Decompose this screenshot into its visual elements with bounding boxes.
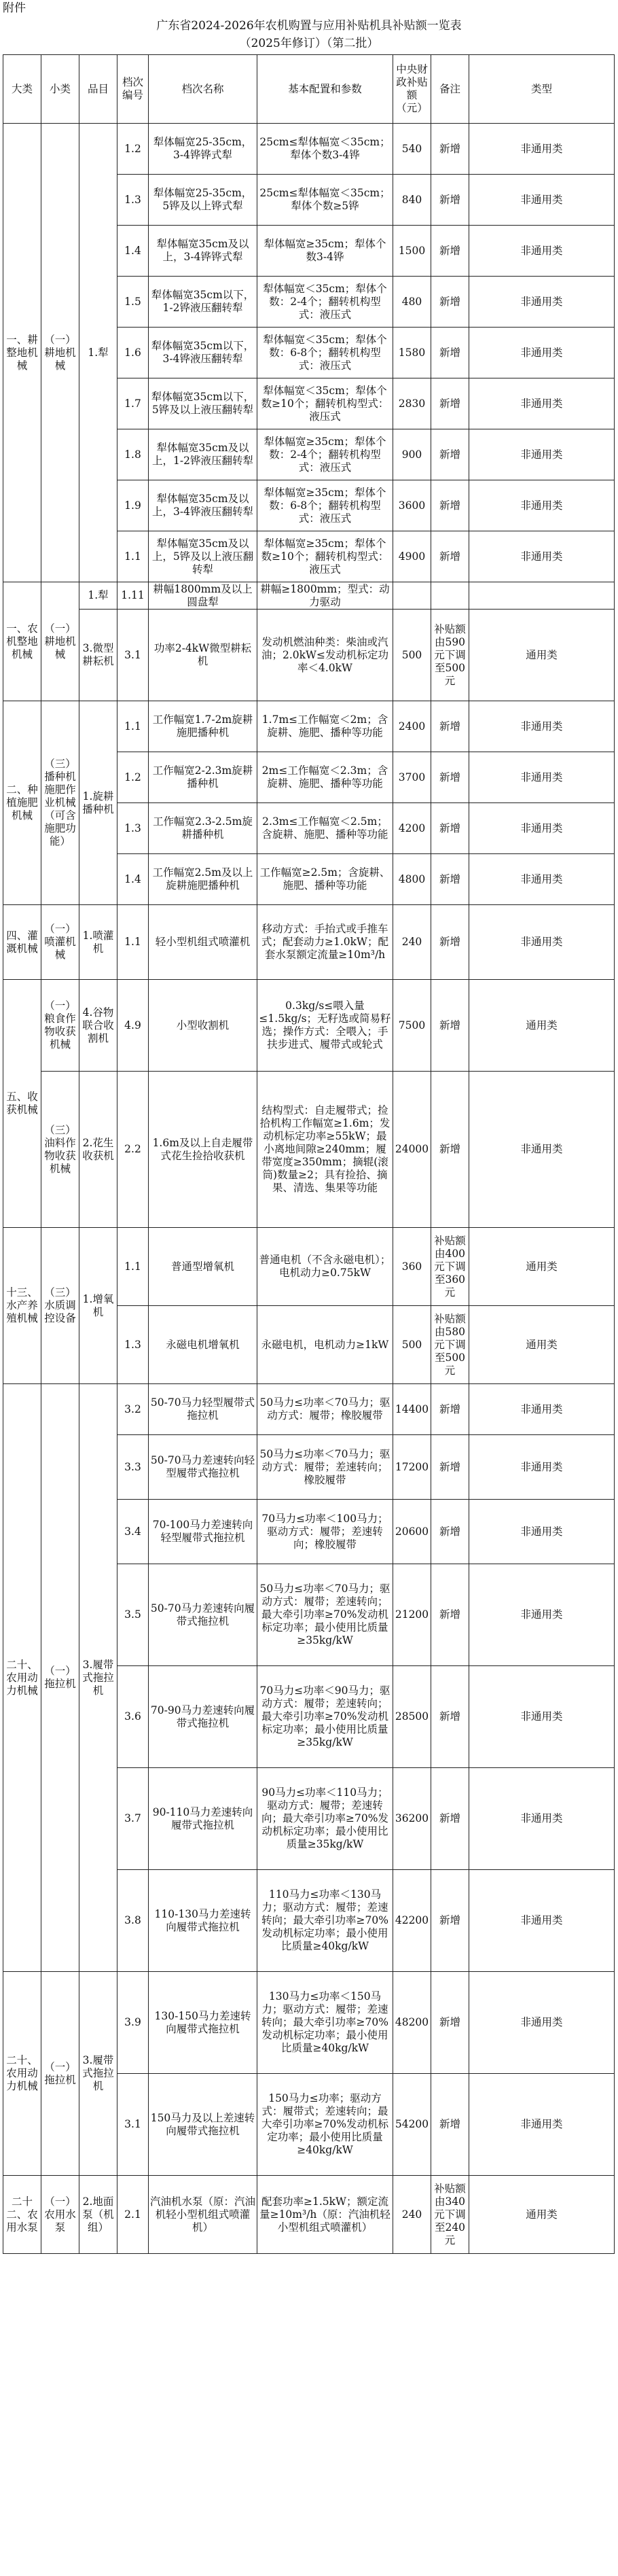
cell-category: 十三、水产养殖机械	[3, 1228, 41, 1384]
cell-remark: 新增	[431, 1972, 469, 2074]
cell-type: 通用类	[469, 1306, 615, 1384]
cell-tier-name: 犁体幅宽35cm及以上，5铧及以上液压翻转犁	[149, 531, 257, 582]
cell-remark: 新增	[431, 980, 469, 1072]
cell-remark: 新增	[431, 1564, 469, 1666]
cell-subsidy: 2830	[393, 378, 431, 429]
cell-item: 1.旋耕播种机	[79, 701, 117, 905]
cell-type: 非通用类	[469, 124, 615, 175]
cell-config: 130马力≤功率＜150马力；驱动方式：履带；差速转向；最大牵引功率≥70%发动机标定功率；最小使用比质量≥40kg/kW	[257, 1972, 393, 2074]
cell-tier-name: 犁体幅宽35cm以下，5铧及以上液压翻转犁	[149, 378, 257, 429]
cell-item: 1.犁	[79, 582, 117, 610]
cell-type: 通用类	[469, 610, 615, 701]
cell-remark	[431, 582, 469, 610]
cell-tier-name: 永磁电机增氧机	[149, 1306, 257, 1384]
header-item: 品目	[79, 55, 117, 124]
cell-config: 2.3m≤工作幅宽＜2.5m；含旋耕、施肥、播种等功能	[257, 803, 393, 854]
cell-tier-name: 犁体幅宽25-35cm，3-4铧铧式犁	[149, 124, 257, 175]
cell-subcategory: （一）粮食作物收获机械	[41, 980, 79, 1072]
cell-tier-name: 90-110马力差速转向履带式拖拉机	[149, 1768, 257, 1870]
cell-type: 非通用类	[469, 854, 615, 905]
cell-config: 150马力≤功率；驱动方式：履带式；差速转向；最大牵引功率≥70%发动机标定功率；最小使用比质量≥40kg/kW	[257, 2074, 393, 2176]
cell-subsidy: 2400	[393, 701, 431, 752]
cell-config: 犁体幅宽≥35cm；犁体个数：2-4个；翻转机构型式：液压式	[257, 429, 393, 480]
cell-type: 非通用类	[469, 531, 615, 582]
cell-tier-no: 3.4	[117, 1500, 149, 1564]
cell-subcategory: （三）播种机施肥作业机械（可含施肥功能）	[41, 701, 79, 905]
cell-tier-name: 130-150马力差速转向履带式拖拉机	[149, 1972, 257, 2074]
cell-tier-name: 轻小型机组式喷灌机	[149, 905, 257, 980]
document-subtitle: （2025年修订）（第二批）	[239, 37, 379, 50]
cell-config: 50马力≤功率＜70马力；驱动方式：履带；橡胶履带	[257, 1384, 393, 1435]
cell-subcategory: （一）拖拉机	[41, 1972, 79, 2176]
cell-tier-no: 1.3	[117, 175, 149, 226]
cell-tier-name: 150马力及以上差速转向履带式拖拉机	[149, 2074, 257, 2176]
cell-tier-no: 1.1	[117, 905, 149, 980]
cell-tier-no: 3.2	[117, 1384, 149, 1435]
header-tier-name: 档次名称	[149, 55, 257, 124]
header-row	[3, 55, 615, 124]
cell-subsidy: 14400	[393, 1384, 431, 1435]
header-subsidy: 中央财政补贴额（元）	[393, 55, 431, 124]
cell-config: 移动方式：手抬式或手推车式；配套动力≥1.0kW；配套水泵额定流量≥10m³/h	[257, 905, 393, 980]
cell-tier-no: 1.9	[117, 480, 149, 531]
cell-config: 发动机燃油种类：柴油或汽油；2.0kW≤发动机标定功率＜4.0kW	[257, 610, 393, 701]
cell-subsidy: 42200	[393, 1870, 431, 1972]
cell-config: 2m≤工作幅宽＜2.3m；含旋耕、施肥、播种等功能	[257, 752, 393, 803]
cell-config: 耕幅≥1800mm；型式：动力驱动	[257, 582, 393, 610]
cell-subsidy: 240	[393, 905, 431, 980]
subsidy-table	[3, 54, 615, 2254]
cell-tier-name: 小型收割机	[149, 980, 257, 1072]
table-row	[3, 1384, 615, 1435]
table-row	[3, 582, 615, 610]
document-title: 广东省2024-2026年农机购置与应用补贴机具补贴额一览表	[156, 19, 462, 33]
cell-subsidy: 540	[393, 124, 431, 175]
cell-tier-name: 工作幅宽2.5m及以上旋耕施肥播种机	[149, 854, 257, 905]
cell-config: 25cm≤犁体幅宽＜35cm；犁体个数3-4铧	[257, 124, 393, 175]
cell-tier-no: 1.7	[117, 378, 149, 429]
cell-tier-no: 3.1	[117, 2074, 149, 2176]
cell-subcategory: （一）耕地机械	[41, 582, 79, 701]
cell-tier-no: 1.8	[117, 429, 149, 480]
cell-subcategory: （一）农用水泵	[41, 2176, 79, 2254]
table-row	[3, 1972, 615, 2074]
cell-remark: 新增	[431, 328, 469, 378]
cell-tier-no: 2.2	[117, 1072, 149, 1228]
cell-type: 非通用类	[469, 1666, 615, 1768]
cell-subsidy: 4900	[393, 531, 431, 582]
cell-remark: 新增	[431, 1666, 469, 1768]
cell-remark: 新增	[431, 701, 469, 752]
cell-remark: 新增	[431, 1384, 469, 1435]
cell-tier-name: 工作幅宽2-2.3m旋耕播种机	[149, 752, 257, 803]
cell-tier-no: 3.8	[117, 1870, 149, 1972]
cell-config: 犁体幅宽≥35cm；犁体个数3-4铧	[257, 226, 393, 277]
cell-remark: 新增	[431, 226, 469, 277]
cell-config: 配套功率≥1.5kW；额定流量≥10m³/h（原：汽油机轻小型机组式喷灌机）	[257, 2176, 393, 2254]
cell-subsidy: 500	[393, 610, 431, 701]
cell-tier-no: 1.6	[117, 328, 149, 378]
cell-tier-name: 耕幅1800mm及以上圆盘犁	[149, 582, 257, 610]
cell-config: 犁体幅宽≥35cm；犁体个数：6-8个；翻转机构型式：液压式	[257, 480, 393, 531]
header-tier-no: 档次编号	[117, 55, 149, 124]
cell-type: 非通用类	[469, 378, 615, 429]
cell-subcategory: （三）水质调控设备	[41, 1228, 79, 1384]
cell-type: 非通用类	[469, 1072, 615, 1228]
cell-tier-name: 犁体幅宽35cm以下，3-4铧液压翻转犁	[149, 328, 257, 378]
table-row	[3, 980, 615, 1072]
cell-type: 非通用类	[469, 2074, 615, 2176]
cell-type: 非通用类	[469, 1435, 615, 1500]
cell-config: 25cm≤犁体幅宽＜35cm；犁体个数≥5铧	[257, 175, 393, 226]
cell-remark: 新增	[431, 1072, 469, 1228]
cell-remark: 补贴额由580元下调至500元	[431, 1306, 469, 1384]
cell-subsidy	[393, 582, 431, 610]
cell-category: 四、灌溉机械	[3, 905, 41, 980]
cell-config: 犁体幅宽＜35cm；犁体个数：2-4个；翻转机构型式：液压式	[257, 277, 393, 328]
cell-subcategory: （一）喷灌机械	[41, 905, 79, 980]
cell-tier-no: 1.2	[117, 124, 149, 175]
cell-item: 2.地面泵（机组）	[79, 2176, 117, 2254]
cell-subsidy: 900	[393, 429, 431, 480]
cell-category: 二、种植施肥机械	[3, 701, 41, 905]
cell-subcategory: （一）耕地机械	[41, 124, 79, 582]
cell-tier-name: 汽油机水泵（原：汽油机轻小型机组式喷灌机）	[149, 2176, 257, 2254]
cell-subsidy: 1500	[393, 226, 431, 277]
cell-config: 50马力≤功率＜70马力；驱动方式：履带；差速转向；橡胶履带	[257, 1435, 393, 1500]
cell-type: 非通用类	[469, 175, 615, 226]
cell-remark: 新增	[431, 905, 469, 980]
cell-tier-name: 110-130马力差速转向履带式拖拉机	[149, 1870, 257, 1972]
cell-tier-name: 1.6m及以上自走履带式花生捡拾收获机	[149, 1072, 257, 1228]
cell-tier-name: 犁体幅宽35cm及以上，3-4铧液压翻转犁	[149, 480, 257, 531]
cell-type	[469, 582, 615, 610]
attachment-label: 附件	[3, 1, 26, 15]
header-remark: 备注	[431, 55, 469, 124]
cell-category: 一、耕整地机械	[3, 124, 41, 582]
cell-subsidy: 17200	[393, 1435, 431, 1500]
cell-category: 一、农机整地机械	[3, 582, 41, 701]
cell-config: 70马力≤功率＜90马力；驱动方式：履带；差速转向；最大牵引功率≥70%发动机标定功率；最小使用比质量≥35kg/kW	[257, 1666, 393, 1768]
cell-tier-name: 50-70马力轻型履带式拖拉机	[149, 1384, 257, 1435]
cell-subsidy: 840	[393, 175, 431, 226]
cell-remark: 新增	[431, 854, 469, 905]
cell-subsidy: 240	[393, 2176, 431, 2254]
cell-item: 3.履带式拖拉机	[79, 1384, 117, 1972]
table-row	[3, 905, 615, 980]
cell-tier-name: 犁体幅宽35cm及以上，1-2铧液压翻转犁	[149, 429, 257, 480]
cell-tier-no: 1.1	[117, 531, 149, 582]
cell-item: 1.增氧机	[79, 1228, 117, 1384]
cell-config: 70马力≤功率＜100马力；驱动方式：履带；差速转向；橡胶履带	[257, 1500, 393, 1564]
table-row	[3, 1072, 615, 1228]
cell-remark: 新增	[431, 2074, 469, 2176]
cell-remark: 新增	[431, 378, 469, 429]
cell-type: 非通用类	[469, 1500, 615, 1564]
cell-remark: 补贴额由590元下调至500元	[431, 610, 469, 701]
cell-item: 3.履带式拖拉机	[79, 1972, 117, 2176]
cell-type: 非通用类	[469, 1564, 615, 1666]
cell-remark: 新增	[431, 531, 469, 582]
cell-item: 3.微型耕耘机	[79, 610, 117, 701]
cell-tier-no: 2.1	[117, 2176, 149, 2254]
cell-remark: 新增	[431, 1870, 469, 1972]
cell-subsidy: 54200	[393, 2074, 431, 2176]
cell-remark: 新增	[431, 480, 469, 531]
cell-config: 犁体幅宽＜35cm；犁体个数：6-8个；翻转机构型式：液压式	[257, 328, 393, 378]
cell-category: 二十二、农用水泵	[3, 2176, 41, 2254]
cell-type: 非通用类	[469, 277, 615, 328]
cell-config: 90马力≤功率＜110马力；驱动方式：履带；差速转向；最大牵引功率≥70%发动机标定功率；最小使用比质量≥35kg/kW	[257, 1768, 393, 1870]
cell-tier-name: 普通型增氧机	[149, 1228, 257, 1306]
cell-type: 非通用类	[469, 905, 615, 980]
cell-tier-name: 50-70马力差速转向轻型履带式拖拉机	[149, 1435, 257, 1500]
cell-subsidy: 24000	[393, 1072, 431, 1228]
cell-tier-no: 1.11	[117, 582, 149, 610]
cell-subsidy: 21200	[393, 1564, 431, 1666]
cell-config: 工作幅宽≥2.5m；含旋耕、施肥、播种等功能	[257, 854, 393, 905]
cell-subsidy: 360	[393, 1228, 431, 1306]
cell-config: 50马力≤功率＜70马力；驱动方式：履带；差速转向；最大牵引功率≥70%发动机标定功率；最小使用比质量≥35kg/kW	[257, 1564, 393, 1666]
cell-subsidy: 3600	[393, 480, 431, 531]
cell-tier-name: 犁体幅宽35cm以下，1-2铧液压翻转犁	[149, 277, 257, 328]
cell-tier-name: 功率2-4kW微型耕耘机	[149, 610, 257, 701]
cell-remark: 新增	[431, 752, 469, 803]
table-row	[3, 701, 615, 752]
cell-tier-name: 工作幅宽1.7-2m旋耕施肥播种机	[149, 701, 257, 752]
cell-config: 110马力≤功率＜130马力；驱动方式：履带；差速转向；最大牵引功率≥70%发动机标定功率；最小使用比质量≥40kg/kW	[257, 1870, 393, 1972]
cell-remark: 补贴额由400元下调至360元	[431, 1228, 469, 1306]
cell-tier-no: 1.4	[117, 854, 149, 905]
cell-subsidy: 4800	[393, 854, 431, 905]
table-row	[3, 124, 615, 175]
cell-tier-name: 工作幅宽2.3-2.5m旋耕播种机	[149, 803, 257, 854]
cell-subcategory: （一）拖拉机	[41, 1384, 79, 1972]
cell-subsidy: 1580	[393, 328, 431, 378]
cell-tier-no: 3.9	[117, 1972, 149, 2074]
cell-item: 1.犁	[79, 124, 117, 582]
cell-type: 非通用类	[469, 328, 615, 378]
cell-type: 通用类	[469, 2176, 615, 2254]
cell-subsidy: 7500	[393, 980, 431, 1072]
header-category: 大类	[3, 55, 41, 124]
cell-tier-name: 50-70马力差速转向履带式拖拉机	[149, 1564, 257, 1666]
cell-subsidy: 4200	[393, 803, 431, 854]
cell-subsidy: 28500	[393, 1666, 431, 1768]
table-row	[3, 1228, 615, 1306]
cell-type: 非通用类	[469, 1870, 615, 1972]
cell-subsidy: 20600	[393, 1500, 431, 1564]
cell-type: 非通用类	[469, 226, 615, 277]
cell-tier-no: 3.5	[117, 1564, 149, 1666]
header-config: 基本配置和参数	[257, 55, 393, 124]
cell-config: 0.3kg/s≤喂入量≤1.5kg/s；无籽选或简易籽选；操作方式：全喂入；手扶步进式、履带式或轮式	[257, 980, 393, 1072]
cell-category: 五、收获机械	[3, 980, 41, 1228]
cell-type: 非通用类	[469, 429, 615, 480]
cell-config: 永磁电机，电机动力≥1kW	[257, 1306, 393, 1384]
cell-category: 二十、农用动力机械	[3, 1972, 41, 2176]
cell-tier-name: 70-90马力差速转向履带式拖拉机	[149, 1666, 257, 1768]
table-row	[3, 2176, 615, 2254]
cell-type: 非通用类	[469, 752, 615, 803]
cell-remark: 新增	[431, 1500, 469, 1564]
cell-category: 二十、农用动力机械	[3, 1384, 41, 1972]
cell-tier-no: 4.9	[117, 980, 149, 1072]
cell-type: 非通用类	[469, 1384, 615, 1435]
cell-tier-no: 1.2	[117, 752, 149, 803]
cell-tier-no: 1.5	[117, 277, 149, 328]
cell-remark: 补贴额由340元下调至240元	[431, 2176, 469, 2254]
cell-tier-name: 70-100马力差速转向轻型履带式拖拉机	[149, 1500, 257, 1564]
cell-type: 非通用类	[469, 701, 615, 752]
cell-type: 非通用类	[469, 1972, 615, 2074]
cell-remark: 新增	[431, 1435, 469, 1500]
cell-tier-no: 1.1	[117, 1228, 149, 1306]
cell-tier-no: 3.1	[117, 610, 149, 701]
cell-item: 4.谷物联合收割机	[79, 980, 117, 1072]
cell-tier-no: 3.6	[117, 1666, 149, 1768]
cell-config: 普通电机（不含永磁电机）；电机动力≥0.75kW	[257, 1228, 393, 1306]
cell-remark: 新增	[431, 277, 469, 328]
cell-type: 非通用类	[469, 480, 615, 531]
cell-config: 1.7m≤工作幅宽＜2m；含旋耕、施肥、播种等功能	[257, 701, 393, 752]
cell-type: 非通用类	[469, 803, 615, 854]
cell-subsidy: 500	[393, 1306, 431, 1384]
cell-tier-no: 1.4	[117, 226, 149, 277]
header-type: 类型	[469, 55, 615, 124]
cell-subsidy: 3700	[393, 752, 431, 803]
cell-tier-no: 3.3	[117, 1435, 149, 1500]
cell-tier-name: 犁体幅宽35cm及以上，3-4铧铧式犁	[149, 226, 257, 277]
cell-type: 非通用类	[469, 1768, 615, 1870]
cell-item: 1.喷灌机	[79, 905, 117, 980]
cell-tier-no: 1.1	[117, 701, 149, 752]
cell-remark: 新增	[431, 803, 469, 854]
cell-item: 2.花生收获机	[79, 1072, 117, 1228]
cell-remark: 新增	[431, 124, 469, 175]
cell-remark: 新增	[431, 175, 469, 226]
cell-config: 结构型式：自走履带式；捡拾机构工作幅宽≥1.6m；发动机标定功率≥55kW；最小离地间隙≥240mm；履带宽度≥350mm；摘辊(滚筒)数量≥2；具有捡拾、摘果、清选、集果等功能	[257, 1072, 393, 1228]
cell-tier-no: 1.3	[117, 803, 149, 854]
header-subcategory: 小类	[41, 55, 79, 124]
cell-subcategory: （三）油料作物收获机械	[41, 1072, 79, 1228]
cell-remark: 新增	[431, 1768, 469, 1870]
cell-tier-no: 3.7	[117, 1768, 149, 1870]
cell-config: 犁体幅宽＜35cm；犁体个数≥10个；翻转机构型式：液压式	[257, 378, 393, 429]
cell-type: 通用类	[469, 1228, 615, 1306]
cell-subsidy: 36200	[393, 1768, 431, 1870]
cell-type: 通用类	[469, 980, 615, 1072]
table-row	[3, 610, 615, 701]
cell-tier-no: 1.3	[117, 1306, 149, 1384]
cell-subsidy: 480	[393, 277, 431, 328]
cell-tier-name: 犁体幅宽25-35cm，5铧及以上铧式犁	[149, 175, 257, 226]
cell-subsidy: 48200	[393, 1972, 431, 2074]
cell-config: 犁体幅宽≥35cm；犁体个数≥10个；翻转机构型式：液压式	[257, 531, 393, 582]
cell-remark: 新增	[431, 429, 469, 480]
